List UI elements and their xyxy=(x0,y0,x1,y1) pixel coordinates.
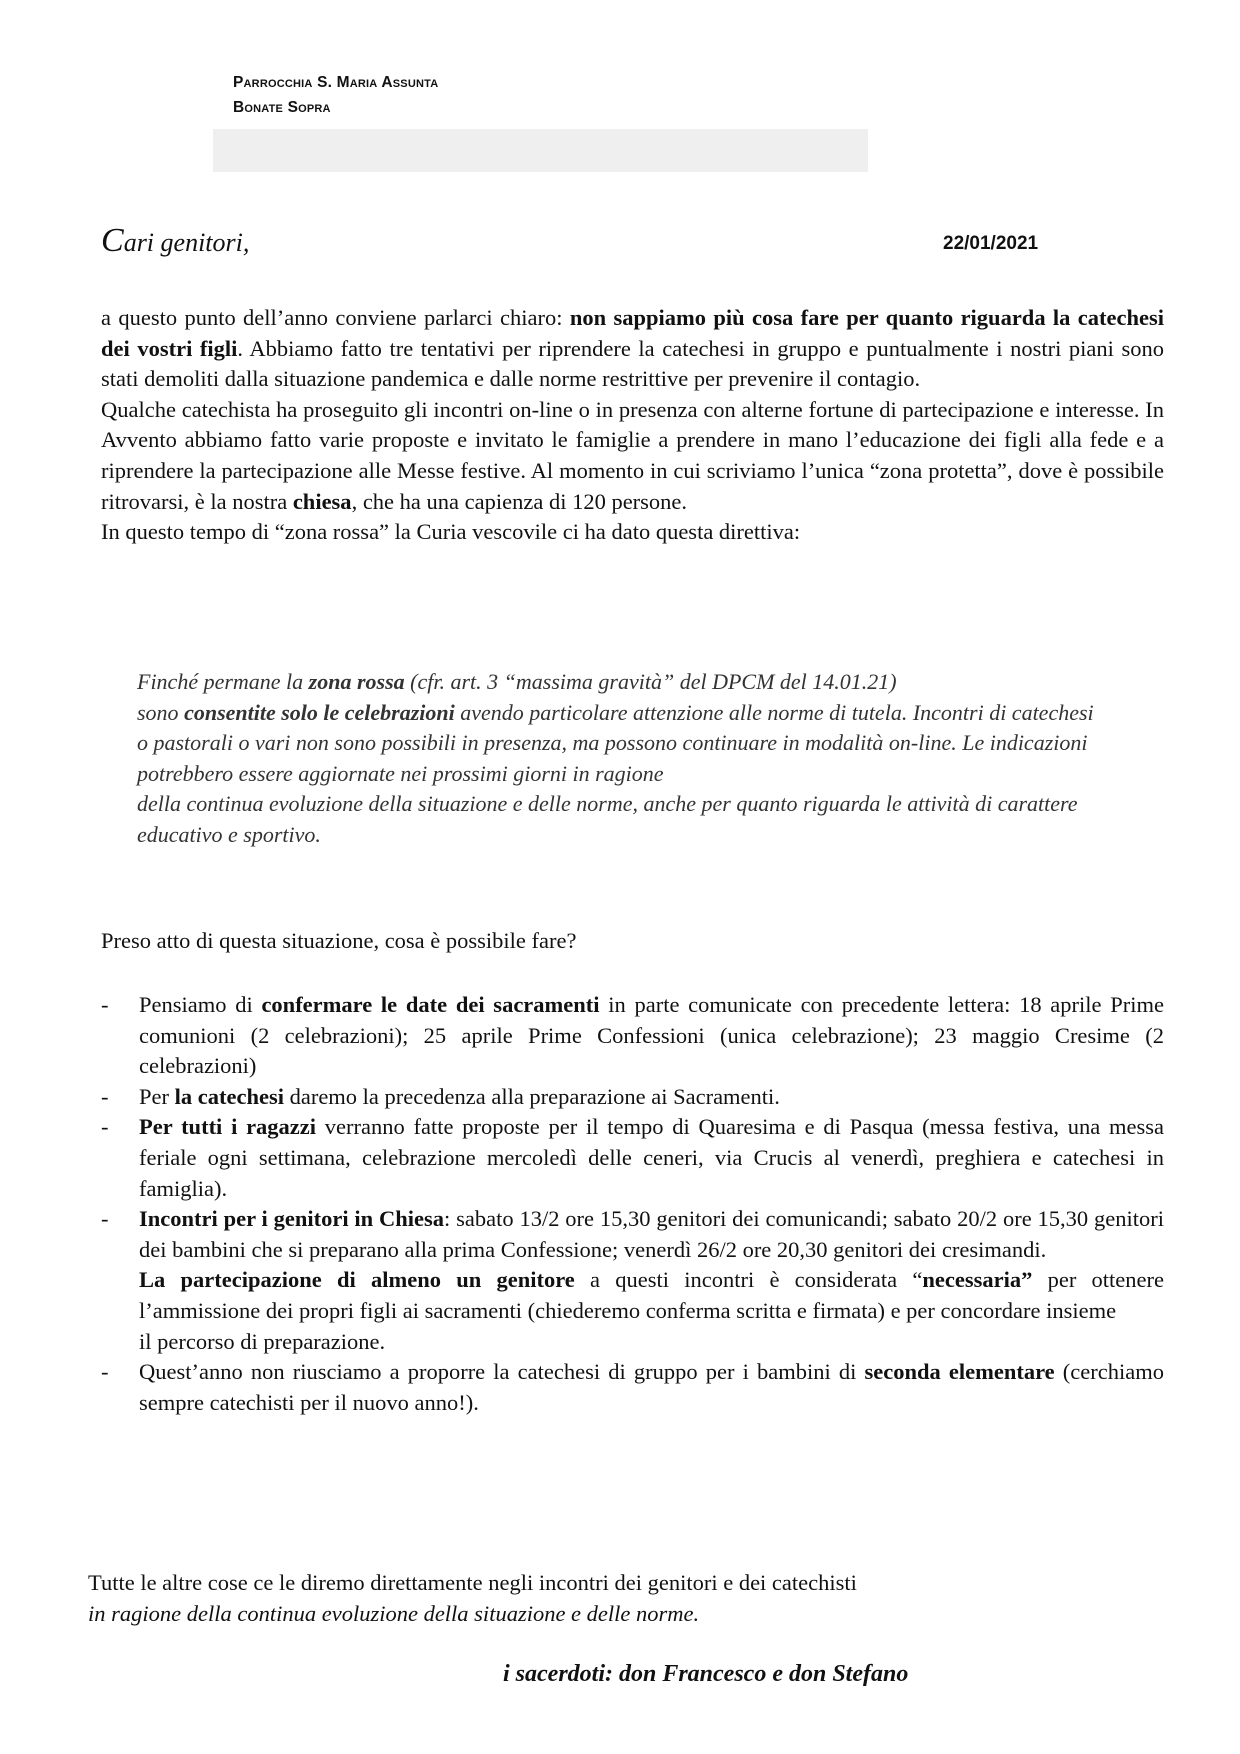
intro-text-span: a questo punto dell’anno conviene parlarci chiaro: xyxy=(101,305,570,330)
list-item-second-grade xyxy=(101,1357,1164,1418)
intro-text-span: . Abbiamo fatto tre tentativi per riprendere la catechesi in gruppo e puntualmente i nostri piani sono stati demoliti dalla situazione pandemica e dalle norme restrittive per prevenire il contagio. xyxy=(101,335,1164,392)
list-bold-span: confermare le date dei sacramenti xyxy=(261,992,600,1017)
intro-text xyxy=(101,303,1164,548)
list-text-span: Quest’anno non riusciamo a proporre la catechesi di gruppo per i bambini di xyxy=(139,1359,865,1385)
list-text-span: a questi incontri è considerata “ xyxy=(574,1267,923,1293)
list-text-span: in parte comunicate con precedente lettera: 18 aprile Prime comunioni (2 celebrazioni); 25 aprile Prime Confessioni (unica celebrazione); 23 maggio Cresime (2 celebrazioni) xyxy=(139,992,1164,1079)
parish-name: Parrocchia S. Maria Assunta xyxy=(233,74,439,91)
list-item-all-kids xyxy=(101,1112,1164,1204)
greeting-initial: C xyxy=(101,222,124,259)
quote-span: sono xyxy=(137,699,185,725)
quote-span: Finché permane la xyxy=(137,669,309,694)
intro-text-span: , che ha una capienza di 120 persone. xyxy=(351,488,688,514)
quote-last: della continua evoluzione della situazione e delle norme, anche per quanto riguarda le attività di carattere educativo e sportivo. xyxy=(137,791,1078,847)
parish-header xyxy=(233,70,438,120)
list-text-span: (cerchiamo sempre catechisti per il nuovo anno!). xyxy=(139,1359,1164,1415)
intro-paragraph-2 xyxy=(101,395,1164,517)
quote-line-1 xyxy=(137,667,1097,698)
quote-body xyxy=(137,698,1097,790)
quote-span: avendo particolare attenzione alle norme di tutela. Incontri di catechesi o pastorali o vari non sono possibili in presenza, ma possono continuare in modalità on-line. Le indicazioni potrebbero essere aggiornate nei prossimi giorni in ragione xyxy=(137,699,1094,786)
greeting xyxy=(101,222,249,260)
question-line: Preso atto di questa situazione, cosa è possibile fare? xyxy=(101,928,577,953)
list-text-span: verranno fatte proposte per il tempo di Quaresima e di Pasqua (messa festiva, una messa feriale ogni settimana, celebrazione mercoledì delle ceneri, via Crucis al venerdì, preghiera e catechesi in famiglia). xyxy=(139,1114,1164,1201)
closing-line-1: Tutte le altre cose ce le diremo direttamente negli incontri dei genitori e dei catechisti xyxy=(88,1570,857,1595)
list-bold-span: La partecipazione di almeno un genitore xyxy=(139,1267,575,1293)
header-gray-bar xyxy=(213,129,868,172)
list-text-span: : sabato 13/2 ore 15,30 genitori dei comunicandi; sabato 20/2 ore 15,30 genitori dei bambini che si preparano alla prima Confessione; venerdì 26/2 ore 20,30 genitori dei cresimandi. xyxy=(139,1206,1164,1262)
intro-paragraph-1 xyxy=(101,303,1164,395)
action-list xyxy=(101,990,1164,1418)
curia-directive-quote xyxy=(137,667,1097,850)
meetings-path: il percorso di preparazione. xyxy=(139,1328,386,1354)
signature: i sacerdoti: don Francesco e don Stefano xyxy=(503,1661,909,1687)
quote-span: (cfr. art. 3 “massima gravità” del DPCM del 14.01.21) xyxy=(404,669,897,694)
quote-bold-span: consentite solo le celebrazioni xyxy=(184,699,455,725)
list-bold-span: la catechesi xyxy=(174,1083,284,1109)
list-bold-span: Per tutti i ragazzi xyxy=(139,1114,317,1140)
intro-bold-span: chiesa xyxy=(292,488,352,514)
list-bold-span: seconda elementare xyxy=(864,1359,1055,1385)
meetings-schedule xyxy=(139,1204,1164,1265)
intro-paragraph-3: In questo tempo di “zona rossa” la Curia vescovile ci ha dato questa direttiva: xyxy=(101,519,801,545)
greeting-rest: ari genitori, xyxy=(123,228,250,257)
list-text-span: per ottenere l’ammissione dei propri figli ai sacramenti (chiederemo conferma scritta e firmata) e per concordare insieme xyxy=(139,1267,1165,1323)
closing-line-2: in ragione della continua evoluzione della situazione e delle norme. xyxy=(88,1601,700,1626)
letter-date: 22/01/2021 xyxy=(943,233,1039,254)
list-item-sacraments xyxy=(101,990,1164,1082)
list-item-parent-meetings xyxy=(101,1204,1164,1357)
list-text-span: Pensiamo di xyxy=(139,992,262,1017)
list-bold-span: necessaria” xyxy=(922,1267,1033,1293)
intro-bold-span: non sappiamo più cosa fare per quanto riguarda la catechesi dei vostri figli xyxy=(101,305,1164,361)
list-item-catechesis xyxy=(101,1082,1164,1113)
list-text-span: Per xyxy=(139,1083,175,1109)
parish-town: Bonate Sopra xyxy=(233,99,331,116)
quote-bold-span: zona rossa xyxy=(308,669,405,694)
closing-text xyxy=(88,1567,1168,1629)
meetings-requirement xyxy=(139,1265,1164,1326)
intro-text-span: Qualche catechista ha proseguito gli incontri on-line o in presenza con alterne fortune di partecipazione e interesse. In Avvento abbiamo fatto varie proposte e invitato le famiglie a prendere in mano l’educazione dei figli alla fede e a riprendere la partecipazione alle Messe festive. Al momento in cui scriviamo l’unica “zona protetta”, dove è possibile ritrovarsi, è la nostra xyxy=(101,396,1164,514)
list-bold-span: Incontri per i genitori in Chiesa xyxy=(139,1206,445,1232)
list-text-span: daremo la precedenza alla preparazione ai Sacramenti. xyxy=(283,1083,780,1109)
